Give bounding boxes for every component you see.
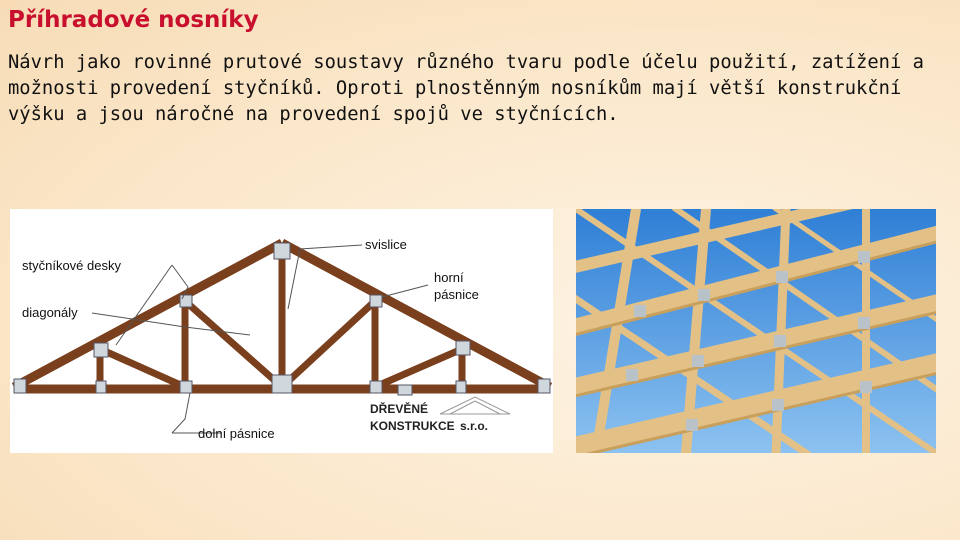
gusset-plate [370, 381, 382, 393]
leader-line [382, 285, 428, 297]
roof-trusses-photo [576, 209, 936, 453]
label-dolni-pasnice: dolní pásnice [198, 426, 275, 441]
gusset-plate [370, 295, 382, 307]
diagonal-left-inner [185, 301, 282, 387]
gusset-plate [538, 379, 550, 393]
slide-title: Příhradové nosníky [8, 7, 259, 33]
gusset-plate [272, 375, 292, 393]
logo-line-2: KONSTRUKCE [370, 419, 455, 433]
gusset-plate [274, 243, 290, 259]
leader-line [172, 393, 190, 433]
diagonal-right-inner [282, 301, 375, 387]
label-styc-desky: styčníkové desky [22, 258, 121, 273]
logo-suffix: s.r.o. [460, 419, 489, 433]
gusset-plate [180, 295, 192, 307]
label-svislice: svislice [365, 237, 407, 252]
logo-truss-icon [440, 397, 510, 414]
gusset-plate [398, 385, 412, 395]
truss-diagram-svg [10, 209, 553, 453]
truss-diagram [10, 209, 553, 453]
gusset-plate [180, 381, 192, 393]
logo-line-1: DŘEVĚNÉ [370, 402, 429, 416]
gusset-plate [456, 341, 470, 355]
roof-trusses-photo-svg [576, 209, 936, 453]
label-horni: horní [434, 270, 464, 285]
gusset-plate [14, 379, 26, 393]
diagonal-right-outer [375, 349, 462, 387]
label-pasnice: pásnice [434, 287, 479, 302]
company-logo [370, 397, 510, 433]
slide-body-text: Návrh jako rovinné prutové soustavy různého tvaru podle účelu použití, zatížení a možnosti provedení styčníků. Oproti plnostěnným nosníkům mají větší konstrukční výšku a jsou náročné na provedení spojů ve styčnících. [8, 52, 924, 125]
gusset-plate [456, 381, 466, 393]
gusset-plate [94, 343, 108, 357]
label-diagonaly: diagonály [22, 305, 78, 320]
diagonal-left-outer [100, 349, 185, 387]
gusset-plate [96, 381, 106, 393]
